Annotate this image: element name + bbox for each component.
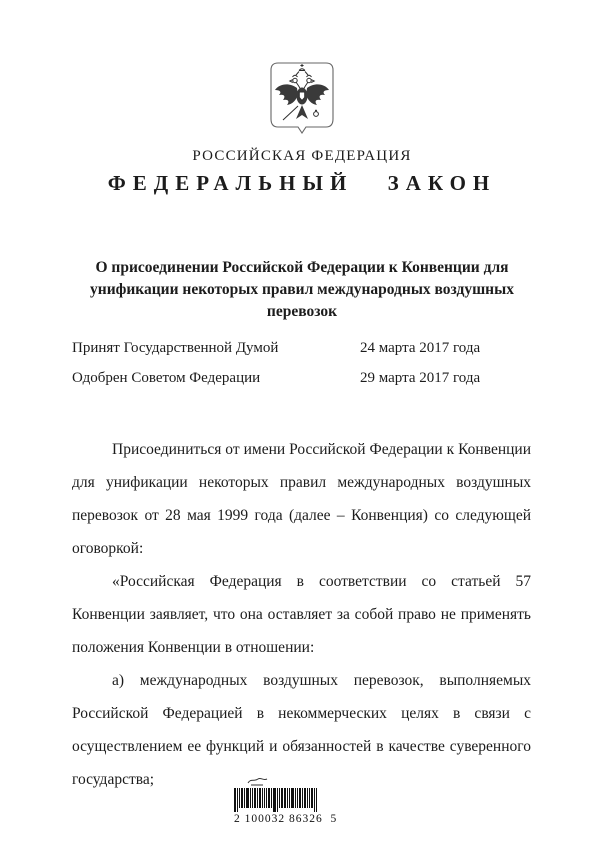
ink-squiggle-icon xyxy=(246,776,272,787)
double-headed-eagle-icon xyxy=(269,61,335,137)
paragraph-item-a: а) международных воздушных перевозок, выполняемых Российской Федерацией в некоммерческих целях в связи с осуществлением ее функций и обязанностей в качестве суверенного государства; xyxy=(72,672,531,788)
adopted-by-duma-date: 24 марта 2017 года xyxy=(360,340,481,356)
approved-by-council-date: 29 марта 2017 года xyxy=(360,370,481,386)
law-title-line2: унификации некоторых правил международных воздушных перевозок xyxy=(90,281,514,320)
paragraph-accession: Присоединиться от имени Российской Федерации к Конвенции для унификации некоторых правил международных воздушных перевозок от 28 мая 1999 года (далее – Конвенция) со следующей оговоркой: xyxy=(72,441,531,557)
country-label: РОССИЙСКАЯ ФЕДЕРАЦИЯ xyxy=(192,148,412,164)
barcode-block xyxy=(234,776,338,825)
law-title-line1: О присоединении Российской Федерации к Конвенции для xyxy=(95,259,509,276)
adoption-row-federation-council xyxy=(72,369,512,388)
document-type-heading: ФЕДЕРАЛЬНЫЙ ЗАКОН xyxy=(107,171,497,195)
paragraph-reservation: «Российская Федерация в соответствии со статьей 57 Конвенции заявляет, что она оставляет за собой право не применять положения Конвенции в отношении: xyxy=(72,573,531,656)
coat-of-arms-emblem xyxy=(269,61,335,137)
law-body-text xyxy=(72,433,531,796)
law-title xyxy=(57,257,547,323)
adoption-row-duma xyxy=(72,339,512,358)
approved-by-council-label: Одобрен Советом Федерации xyxy=(72,370,261,386)
adoption-block xyxy=(72,339,512,399)
barcode-digits: 2 100032 86326 5 xyxy=(234,813,338,825)
barcode-bars xyxy=(234,788,334,812)
adopted-by-duma-label: Принят Государственной Думой xyxy=(72,340,279,356)
